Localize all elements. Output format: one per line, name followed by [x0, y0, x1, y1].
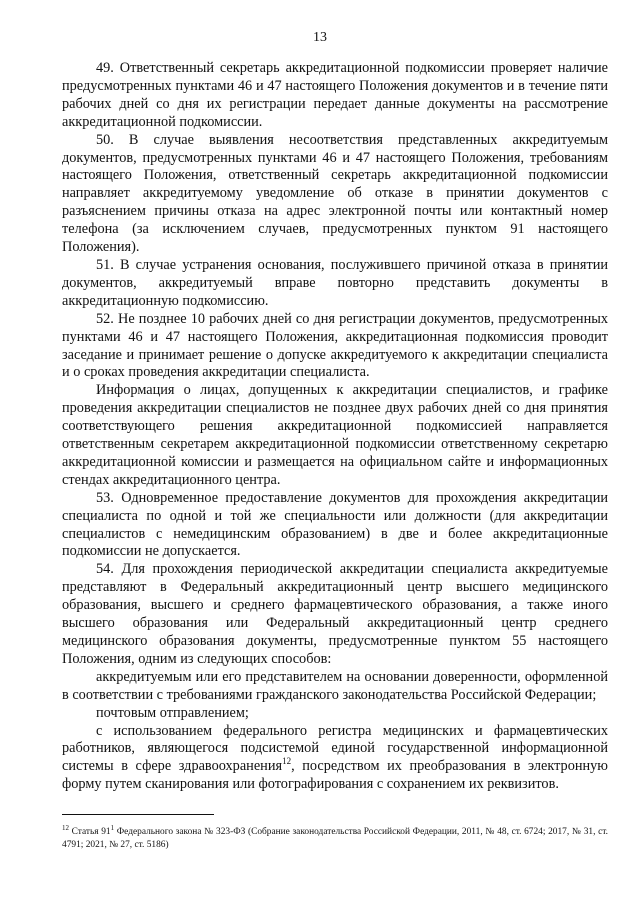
- method-postal: почтовым отправлением;: [96, 704, 249, 721]
- paragraph-52: 52. Не позднее 10 рабочих дней со дня регистрации документов, предусмотренных пунктами 46 и 47 настоящего Положения, аккредитационная подкомиссия проводит заседание и принимает решение о допуске аккредитуемого к аккредитации специалиста и о сроках проведения аккредитации специалиста.: [62, 310, 608, 381]
- method-electronic-text-end: , посредством их преобразования в электронную форму путем сканирования или фотографирования с сохранением их реквизитов.: [62, 758, 608, 793]
- paragraph-52-info: Информация о лицах, допущенных к аккредитации специалистов, и графике проведения аккредитации специалистов не позднее двух рабочих дней со дня принятия соответствующего решения аккредитационной подкомиссией направляется ответственным секретарем аккредитационной подкомиссии ответственному секретарю аккредитационной комиссии и размещается на официальном сайте и информационных стендах аккредитационного центра.: [62, 382, 608, 488]
- footnote-article-superscript: 1: [110, 823, 115, 832]
- footnote-reference-12: 12: [282, 756, 292, 767]
- paragraph-50: 50. В случае выявления несоответствия представленных аккредитуемым документов, предусмотренных пунктами 46 и 47 настоящего Положения, требованиям настоящего Положения, ответственный секретарь аккредитационной подкомиссии направляет аккредитуемому уведомление об отказе в принятии документов с разъяснением причины отказа на адрес электронной почты или контактный номер телефона (за исключением случаев, предусмотренных пунктом 91 настоящего Положения).: [62, 131, 608, 256]
- paragraph-53: 53. Одновременное предоставление документов для прохождения аккредитации специалиста по одной и той же специальности или должности (для аккредитации специалистов с немедицинским образованием) в две и более аккредитационные подкомиссии не допускается.: [62, 489, 608, 560]
- footnote-marker: 12: [62, 823, 69, 832]
- paragraph-54: 54. Для прохождения периодической аккредитации специалиста аккредитуемые представляют в Федеральный аккредитационный центр высшего медицинского образования, высшего и среднего фармацевтического образования, а также иного высшего образования или Федеральный аккредитационный центр среднего медицинского образования документы, предусмотренные пунктом 55 настоящего Положения, одним из следующих способов:: [62, 561, 608, 667]
- paragraph-49: 49. Ответственный секретарь аккредитационной подкомиссии проверяет наличие предусмотренных пунктами 46 и 47 настоящего Положения документов и в течение пяти рабочих дней со дня их регистрации передает данные документы на рассмотрение аккредитационной подкомиссии.: [62, 60, 608, 130]
- method-electronic-text: с использованием федерального регистра медицинских и фармацевтических работников, являющегося подсистемой единой государственной информационной системы в сфере здравоохранения: [62, 722, 608, 775]
- footnote-text: Статья 91: [69, 827, 111, 837]
- footnote-text-end: Федерального закона № 323-ФЗ (Собрание законодательства Российской Федерации, 2011, № 48, ст. 6724; 2017, № 31, ст. 4791; 2021, № 27, ст. 5186): [62, 827, 609, 850]
- paragraph-51: 51. В случае устранения основания, послужившего причиной отказа в принятии документов, аккредитуемый вправе повторно представить документы в аккредитационную подкомиссию.: [62, 256, 608, 309]
- page-number: 13: [313, 30, 327, 45]
- document-body: [62, 60, 608, 794]
- footnote-divider: [62, 814, 214, 815]
- method-in-person: аккредитуемым или его представителем на основании доверенности, оформленной в соответствии с требованиями гражданского законодательства Российской Федерации;: [62, 668, 608, 703]
- footnote-12: [62, 823, 609, 851]
- method-electronic: [62, 723, 608, 795]
